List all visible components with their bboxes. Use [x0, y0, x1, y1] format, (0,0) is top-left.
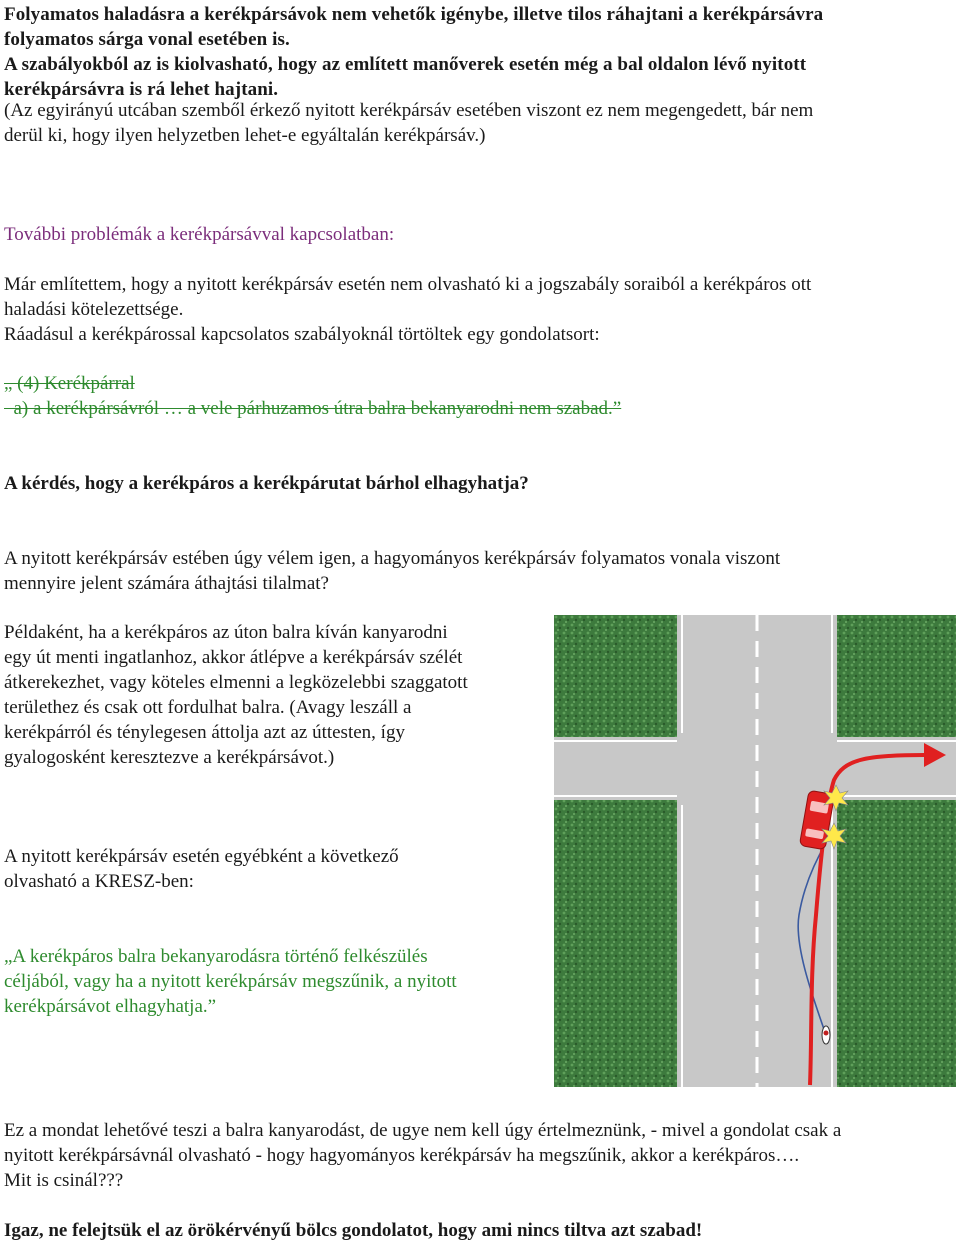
quote-line: kerékpársávot elhagyhatja.” — [4, 996, 217, 1017]
quote-line: „A kerékpáros balra bekanyarodásra történő felkészülés — [4, 946, 428, 967]
bicycle-icon — [822, 1026, 830, 1044]
closing-statement: Igaz, ne felejtsük el az örökérvényű bölcs gondolatot, hogy ami nincs tiltva azt szabad! — [4, 1220, 703, 1241]
para-line: A nyitott kerékpársáv esetén egyébként a következő — [4, 846, 399, 867]
grass-top-right — [837, 615, 956, 737]
para-line: Ráadásul a kerékpárossal kapcsolatos szabályoknál törtöltek egy gondolatsort: — [4, 324, 600, 345]
intro-line: Folyamatos haladásra a kerékpársávok nem vehetők igénybe, illetve tilos ráhajtani a kerékpársávra — [4, 4, 824, 25]
struck-line: a) a kerékpársávról … a vele párhuzamos útra balra bekanyarodni nem szabad.” — [4, 398, 622, 419]
para-line: Mit is csinál??? — [4, 1170, 124, 1191]
question-heading: A kérdés, hogy a kerékpáros a kerékpárutat bárhol elhagyhatja? — [4, 473, 529, 494]
paragraph-1 — [4, 272, 811, 347]
paragraph-3 — [4, 620, 468, 770]
para-line: haladási kötelezettsége. — [4, 299, 184, 320]
struck-quote — [4, 371, 621, 421]
intro-line: kerékpársávra is rá lehet hajtani. — [4, 79, 279, 100]
para-line: A nyitott kerékpársáv estében úgy vélem igen, a hagyományos kerékpársáv folyamatos vonala viszont — [4, 548, 781, 569]
para-line: területhez és csak ott fordulhat balra. (Avagy leszáll a — [4, 697, 412, 718]
para-line: kerékpárról és ténylegesen áttolja azt az úttesten, így — [4, 722, 405, 743]
intro-parenthetical — [4, 98, 813, 148]
para-line: nyitott kerékpársávnál olvasható - hogy hagyományos kerékpársáv ha megszűnik, akkor a kerékpáros…. — [4, 1145, 800, 1166]
intro-line: A szabályokból az is kiolvasható, hogy az említett manőverek esetén még a bal oldalon lévő nyitott — [4, 54, 807, 75]
section-heading: További problémák a kerékpársávval kapcsolatban: — [4, 224, 395, 245]
intro-bold-text — [4, 2, 823, 102]
quote-line: céljából, vagy ha a nyitott kerékpársáv megszűnik, a nyitott — [4, 971, 457, 992]
para-line: Példaként, ha a kerékpáros az úton balra kíván kanyarodni — [4, 622, 448, 643]
para-line: mennyire jelent számára áthajtási tilalmat? — [4, 573, 329, 594]
paren-line: (Az egyirányú utcában szemből érkező nyitott kerékpársáv esetében viszont ez nem megengedett, bár nem — [4, 100, 814, 121]
para-line: átkerekezhet, vagy köteles elmenni a legközelebbi szaggatott — [4, 672, 468, 693]
kresz-quote — [4, 944, 457, 1019]
para-line: gyalogosként keresztezve a kerékpársávot.) — [4, 747, 335, 768]
grass-bottom-left — [554, 800, 677, 1087]
struck-line: „ (4) Kerékpárral — [4, 373, 135, 394]
grass-bottom-right — [837, 800, 956, 1087]
paragraph-4 — [4, 844, 399, 894]
para-line: Ez a mondat lehetővé teszi a balra kanyarodást, de ugye nem kell úgy értelmeznünk, - mivel a gondolat csak a — [4, 1120, 842, 1141]
para-line: egy út menti ingatlanhoz, akkor átlépve a kerékpársáv szélét — [4, 647, 463, 668]
para-line: olvasható a KRESZ-ben: — [4, 871, 194, 892]
paren-line: derül ki, hogy ilyen helyzetben lehet-e egyáltalán kerékpársáv.) — [4, 125, 486, 146]
grass-top-left — [554, 615, 677, 737]
intro-line: folyamatos sárga vonal esetében is. — [4, 29, 290, 50]
intersection-illustration — [554, 615, 956, 1087]
paragraph-5 — [4, 1118, 841, 1193]
para-line: Már említettem, hogy a nyitott kerékpársáv esetén nem olvasható ki a jogszabály soraiból a kerékpáros ott — [4, 274, 812, 295]
paragraph-2 — [4, 546, 780, 596]
